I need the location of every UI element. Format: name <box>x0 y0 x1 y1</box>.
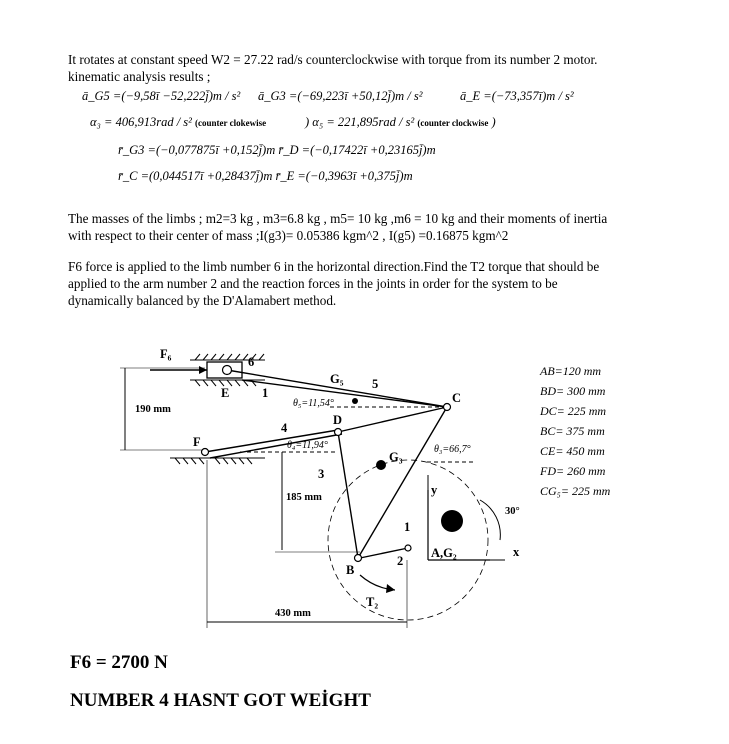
label-c: C <box>452 391 462 405</box>
task-line-3: dynamically balanced by the D'Alamabert method. <box>68 293 337 308</box>
label-t2: T₂ <box>366 595 379 609</box>
accel-g5: ā_G5 =(−9,58ī −52,222j̄)m / s² <box>82 89 241 103</box>
position-c-e: r̄_C =(0,044517ī +0,28437j̄)m r̄_E =(−0,3963ī +0,375j̄)m <box>118 169 413 183</box>
alpha5-close: ) <box>491 115 496 129</box>
length-fd: FD= 260 mm <box>540 464 606 478</box>
angle-theta5: θ₅=11,54° <box>293 398 334 409</box>
link-lengths <box>539 364 611 498</box>
label-1: 1 <box>404 520 411 534</box>
accel-g3: ā_G3 =(−69,223ī +50,12j̄)m / s² <box>258 89 423 103</box>
label-b: B <box>346 563 355 577</box>
centroid-g3 <box>376 460 386 470</box>
label-g5: G₅ <box>330 372 344 386</box>
joint-d <box>335 429 342 436</box>
label-f6: F₆ <box>160 347 172 361</box>
masses-line-1: The masses of the limbs ; m2=3 kg , m3=6.8 kg , m5= 10 kg ,m6 = 10 kg and their moments of inertia <box>68 211 608 226</box>
task-line-2: applied to the arm number 2 and the reaction forces in the joints in order for the system to be <box>68 276 558 291</box>
label-g3: G₃ <box>389 450 403 464</box>
alpha3-value: α₃ = 406,913rad / s² <box>90 115 192 129</box>
position-g3-d: r̄_G3 =(−0,077875ī +0,152j̄)m r̄_D =(−0,17422ī +0,23165j̄)m <box>118 143 436 157</box>
label-4: 4 <box>281 421 288 435</box>
label-6: 6 <box>248 355 255 369</box>
angle-theta4: θ₄=11,94° <box>287 440 328 451</box>
dim-185: 185 mm <box>286 492 322 503</box>
force-arrow-f6 <box>199 366 207 374</box>
alpha3-direction: (counter clokewise <box>195 118 267 128</box>
angle-theta3: θ₃=66,7° <box>434 444 471 455</box>
link-3-dc <box>338 407 447 432</box>
intro-line-2: kinematic analysis results ; <box>68 69 211 84</box>
length-ab: AB=120 mm <box>540 364 602 378</box>
weight-note: NUMBER 4 HASNT GOT WEİGHT <box>70 690 371 711</box>
joint-f <box>202 449 209 456</box>
alpha5-direction: (counter clockwise <box>417 118 489 128</box>
intro-line-1: It rotates at constant speed W2 = 27.22 rad/s counterclockwise with torque from its number 2 motor. <box>68 52 598 67</box>
label-f: F <box>193 435 201 449</box>
label-5: 5 <box>372 377 379 391</box>
length-cg5: CG₅= 225 mm <box>540 484 611 498</box>
label-ag2: A,G₂ <box>431 546 457 560</box>
force-value: F6 = 2700 N <box>70 652 168 673</box>
label-3: 3 <box>318 467 325 481</box>
accel-e: ā_E =(−73,357ī)m / s² <box>460 89 574 103</box>
dim-190: 190 mm <box>135 404 171 415</box>
length-bd: BD= 300 mm <box>540 384 606 398</box>
label-e: E <box>221 386 230 400</box>
joint-c <box>444 404 451 411</box>
length-bc: BC= 375 mm <box>540 424 605 438</box>
alpha5-value: ) α₅ = 221,895rad / s² <box>305 115 415 129</box>
label-x: x <box>513 545 520 559</box>
counterweight <box>441 510 463 532</box>
label-d: D <box>333 413 343 427</box>
length-dc: DC= 225 mm <box>540 404 607 418</box>
angle-30: 30° <box>505 506 520 517</box>
centroid-g5 <box>352 398 358 404</box>
label-y: y <box>431 483 438 497</box>
joint-a <box>405 545 411 551</box>
length-ce: CE= 450 mm <box>540 444 605 458</box>
label-1-top: 1 <box>262 386 269 400</box>
dim-430: 430 mm <box>275 608 311 619</box>
label-2: 2 <box>397 554 404 568</box>
crank-circle <box>328 460 488 620</box>
joint-b <box>355 555 362 562</box>
f-ground <box>170 458 265 464</box>
task-line-1: F6 force is applied to the limb number 6 in the horizontal direction.Find the T2 torque that should be <box>68 259 600 274</box>
link-3-db <box>338 432 358 558</box>
masses-line-2: with respect to their center of mass ;I(g3)= 0.05386 kgm^2 , I(g5) =0.16875 kgm^2 <box>68 228 509 243</box>
joint-e <box>223 366 232 375</box>
